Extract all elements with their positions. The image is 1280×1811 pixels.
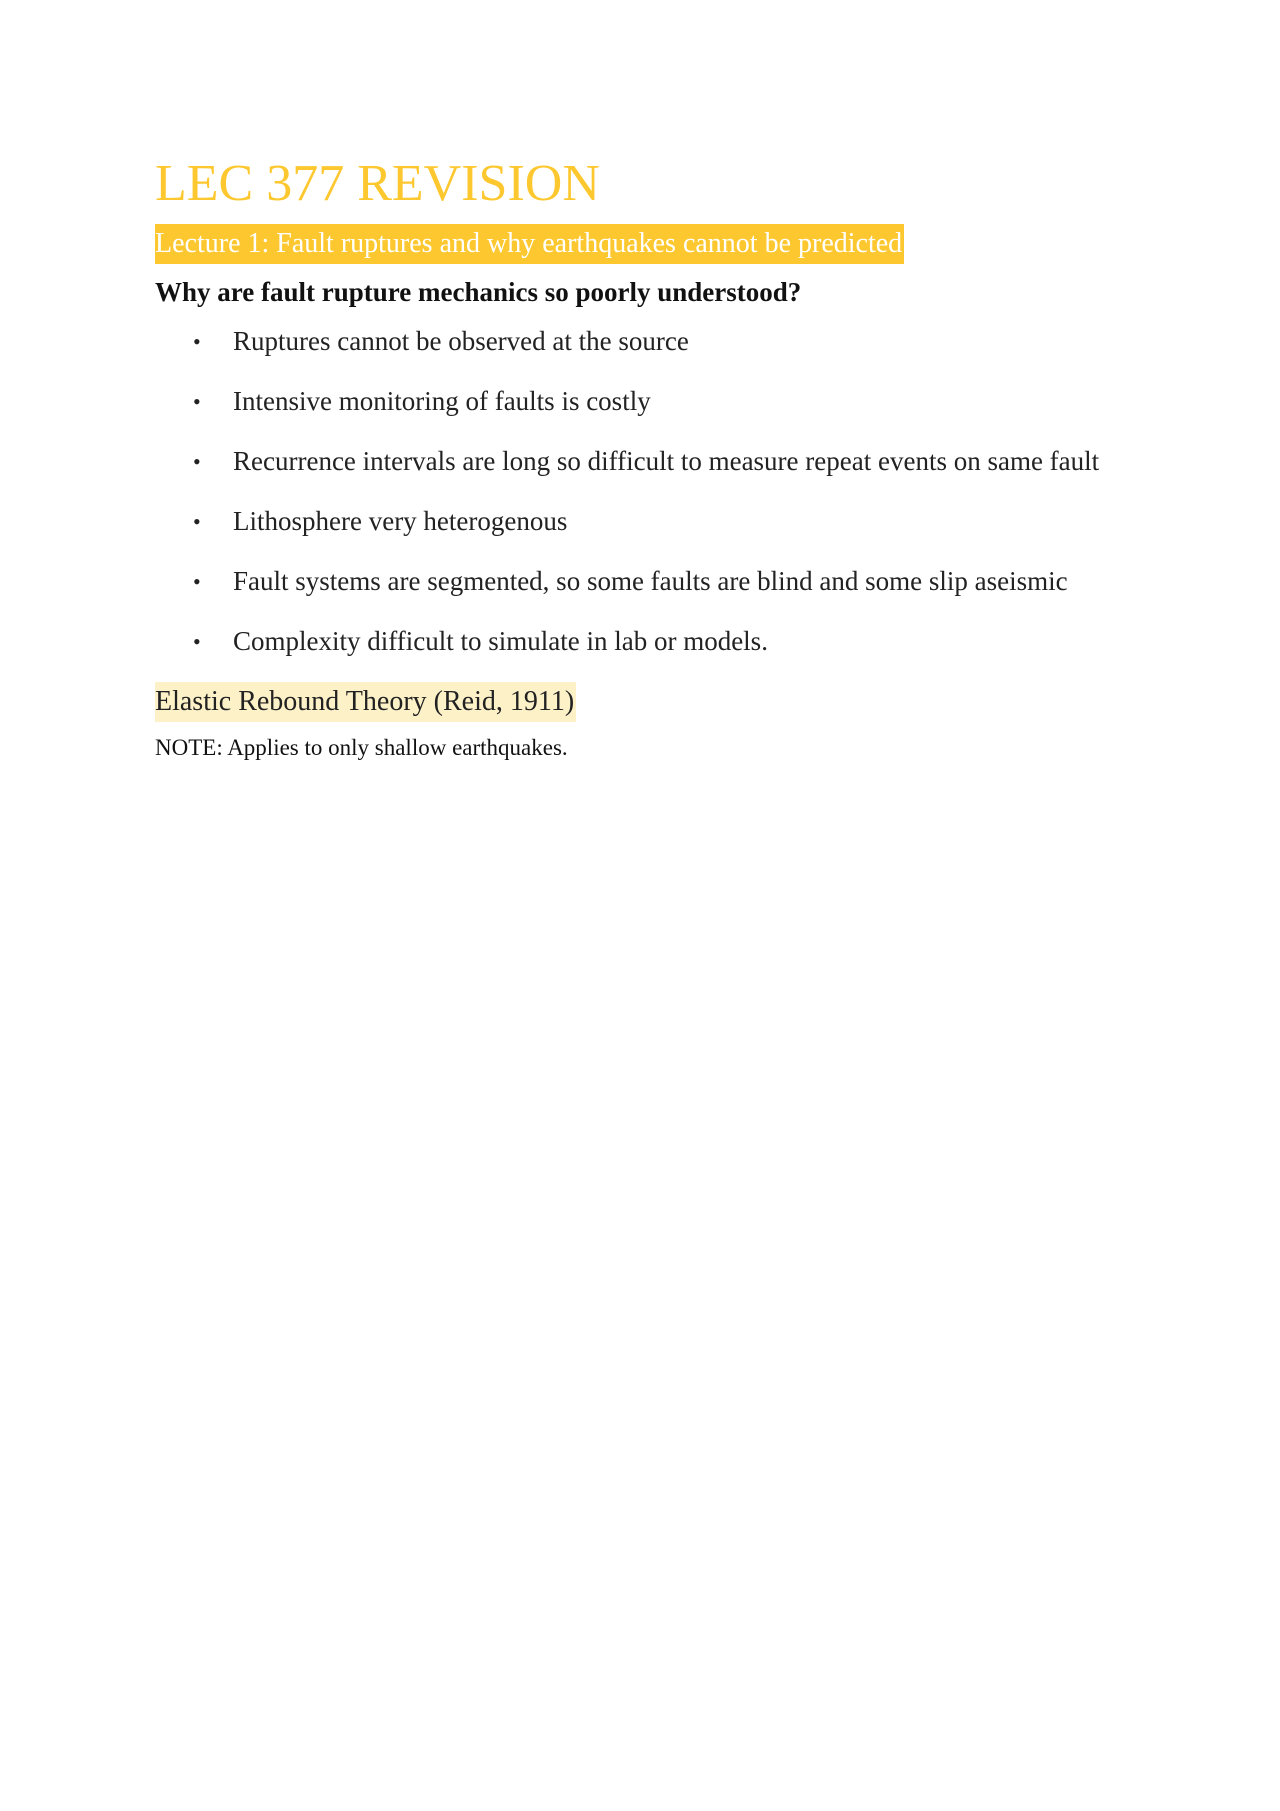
list-item-text: Intensive monitoring of faults is costly bbox=[233, 386, 651, 416]
lecture-heading: Lecture 1: Fault ruptures and why earthquakes cannot be predicted bbox=[155, 224, 904, 264]
bullet-icon: • bbox=[193, 389, 201, 414]
list-item bbox=[155, 442, 1115, 481]
list-item-text: Recurrence intervals are long so difficult to measure repeat events on same fault bbox=[233, 446, 1100, 476]
list-item bbox=[155, 562, 1115, 601]
bullet-icon: • bbox=[193, 329, 201, 354]
list-item-text: Lithosphere very heterogenous bbox=[233, 506, 568, 536]
list-item bbox=[155, 322, 1115, 361]
bullet-icon: • bbox=[193, 569, 201, 594]
list-item-text: Fault systems are segmented, so some faults are blind and some slip aseismic bbox=[233, 566, 1068, 596]
list-item-text: Ruptures cannot be observed at the source bbox=[233, 326, 689, 356]
list-item bbox=[155, 622, 1115, 661]
list-item bbox=[155, 382, 1115, 421]
list-item-text: Complexity difficult to simulate in lab or models. bbox=[233, 626, 768, 656]
list-item bbox=[155, 502, 1115, 541]
bullet-icon: • bbox=[193, 449, 201, 474]
bullet-list bbox=[155, 322, 1115, 661]
bullet-icon: • bbox=[193, 629, 201, 654]
theory-heading: Elastic Rebound Theory (Reid, 1911) bbox=[155, 682, 576, 722]
note-text: NOTE: Applies to only shallow earthquakes. bbox=[155, 735, 568, 760]
bullet-icon: • bbox=[193, 509, 201, 534]
document-page bbox=[155, 150, 1115, 764]
section-question: Why are fault rupture mechanics so poorly understood? bbox=[155, 277, 802, 307]
document-title: LEC 377 REVISION bbox=[155, 155, 600, 212]
